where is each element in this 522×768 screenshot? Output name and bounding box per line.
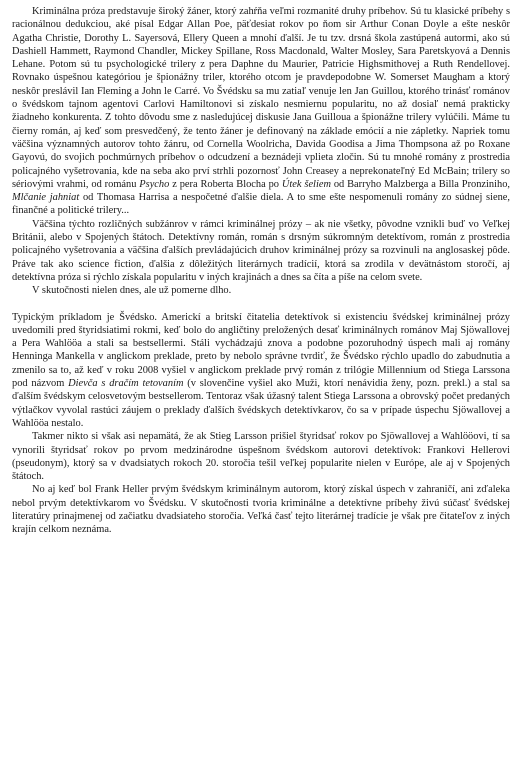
text-run: z pera Roberta Blocha po — [169, 178, 282, 190]
paragraph — [12, 430, 510, 483]
text-run: Väčšina týchto rozličných subžánrov v rámci kriminálnej prózy – ak nie všetky, pôvodne vznikli buď vo Veľkej Británii, alebo v Spojených štátoch. Detektívny román, román s drsným súkromným detektívom, román z prostredia policajného vyšetrovania a väčšina ďalších prevládajúcich druhov kriminálnej prózy sa rozvinuli na anglosaskej pôde. Práve tak ako science fiction, ďalšia z dôležitých literárnych tradícií, ktorá sa zrodila v devätnástom storočí, aj detektívna próza si rýchlo získala popularitu v iných krajinách a dnes sa číta a píše na celom svete. — [12, 218, 510, 283]
text-run: Typickým príkladom je Švédsko. Americkí a britskí čitatelia detektívok si existenciu švédskej kriminálnej prózy uvedomili pred štyridsiatimi rokmi, keď bolo do angličtiny preložených desať kriminálnych románov Maj Sjöwallovej a Pera Wahlööa a stali sa bestsellermi. Stáli vychádzajú znova a podobne pozoruhodný úspech mali aj romány Henningа Mankella v anglickom preklade, preto by nebolo správne tvrdiť, že Švédsko rýchlo upadlo do zabudnutia a zmenilo sa to, až keď v roku 2008 vyšiel v anglickom preklade prvý román z trilógie Millennium od Stiega Larssona pod názvom — [12, 311, 510, 390]
paragraph — [12, 284, 510, 297]
text-run: (v slovenčine vyšiel ako Muži, ktorí nenávidia ženy, pozn. prekl.) a stal sa ďalším švédskym celosvetovým bestsellerom. Tentoraz však úžasný talent Stiega Larssona a obrovský počet predaných výtlačkov vyvolal rastúci záujem o preklady ďalších švédskych detektívkarov, čo sa v prípade úspechu Sjöwallovej a Wahlööa nestalo. — [12, 378, 510, 429]
paragraph — [12, 483, 510, 536]
text-run: No aj keď bol Frank Heller prvým švédskym kriminálnym autorom, ktorý získal úspech v zahraničí, ani zďaleka nebol prvým detektívkarom vo Švédsku. V skutočnosti tvoria kriminálne a detektívne príbehy živú súčasť švédskej literatúry prinajmenej od začiatku dvadsiateho storočia. Veľká časť tejto literárnej tradície je však pre čitateľov z iných krajín celkom neznáma. — [12, 484, 510, 536]
italic-title: Psycho — [139, 178, 170, 190]
paragraph — [12, 218, 510, 284]
italic-title: Útek šeliem — [281, 178, 331, 190]
text-run: od Thomasa Harrisa a nespočetné ďalšie diela. A to sme ešte nespomenuli romány zo súdnej siene, finančné a politické trilery... — [12, 192, 510, 217]
italic-title: Dievča s dračím tetovaním — [68, 378, 184, 390]
paragraph-gap — [12, 298, 510, 311]
text-run: V skutočnosti nielen dnes, ale už pomerne dlho. — [32, 285, 232, 297]
paragraph — [12, 311, 510, 431]
italic-title: Mlčanie jahniat — [12, 192, 80, 204]
text-run: Takmer nikto si však asi nepamätá, že ak Stieg Larsson prišiel štyridsať rokov po Sjöwallovej a Wahlööovi, tí sa vynorili štyridsať rokov po prvom medzinárodne úspešnom švédskom autorovi detektívok: Frankovi Hellerovi (pseudonym), ktorý sa v dvadsiatych rokoch 20. storočia tešil veľkej popularite nielen v Európe, ale aj v Spojených štátoch. — [12, 431, 510, 483]
text-run: Kriminálna próza predstavuje široký žáner, ktorý zahŕňa veľmi rozmanité druhy príbehov. Sú tu klasické príbehy s racionálnou dedukciou, aké písal Edgar Allan Poe, päťdesiat rokov po ňom sir Arthur Conan Doyle a ešte neskôr Agatha Christie, Dorothy L. Sayersová, Ellery Queen a mnohí ďalší. Je tu tzv. drsná škola zastúpená autormi, ako sú Dashiell Hammett, Raymond Chandler, Mickey Spillane, Ross Macdonald, Walter Mosley, Sara Paretskyová a Dennis Lehane. Potom sú tu psychologické trilery z pera Daphne du Maurier, Patricie Highsmithovej a Ruth Rendellovej. Rovnako úspešnou kategóriou je špionážny triler, ktorého otcom je pravdepodobne W. Somerset Maugham a ktorý neskôr preslávil Ian Fleming a John le Carré. Vo Švédsku sa mu zatiaľ venuje len Jan Guillou, ktorého trinásť románov o švédskom tajnom agentovi Carlovi Hamiltonovi si získalo nesmiernu popularitu, no až dosiaľ nemá prakticky žiadneho konkurenta. Z tohto dôvodu sme z nasledujúcej diskusie Jana Guilloua a špionážne trilery vylúčili. Máme tu čierny román, aj keď som presvedčený, že tento žáner je definovaný na základe emócií a nie zápletky. Napriek tomu väčšina významných autorov tohto žánru, od Cornella Woolricha, Davida Goodisa a Jima Thompsona až po Roxane Gayovú, do svojich pochmúrnych príbehov o odcudzení a beznádeji vplieta zločin. Sú tu mnohé romány z prostredia policajného vyšetrovania, kde na seba ako prví strhli pozornosť John Creasey a neprekonateľný Ed McBain; trilery so sériovými vrahmi, od románu — [12, 6, 510, 190]
text-run: od Barryho Malzberga a Billa Pronziniho, — [330, 178, 511, 190]
paragraph — [12, 5, 510, 218]
